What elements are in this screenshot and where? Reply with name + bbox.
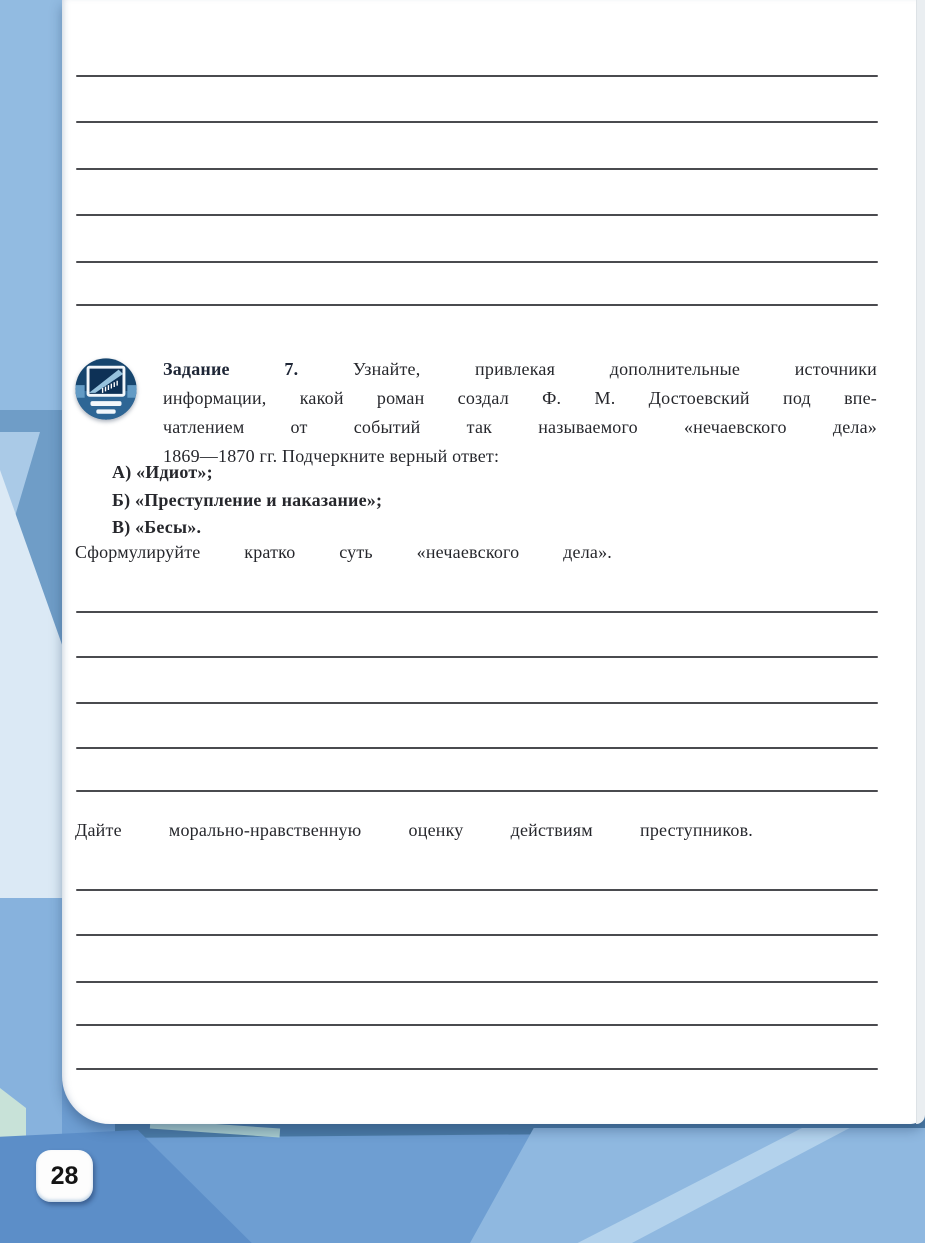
ruled-line [76,611,878,613]
ruled-line [76,214,878,216]
prompt-essence: Сформулируйте кратко суть «нечаевского дела». [75,542,612,562]
task-statement [163,355,877,471]
prompt-moral: Дайте морально-нравственную оценку действиям преступников. [75,820,753,840]
ruled-line [76,121,878,123]
ruled-line [76,261,878,263]
ruled-line [76,934,878,936]
statement-line: Задание 7. Узнайте, привлекая дополнительные источники [163,359,877,379]
computer-monitor-icon [73,356,139,422]
ruled-line [76,1024,878,1026]
answer-option: В) «Бесы». [112,517,202,537]
bg-shape [0,0,62,445]
statement-line: чатлением от событий так называемого «нечаевского дела» [163,417,877,437]
computer-task-icon [73,356,139,422]
ruled-line [76,747,878,749]
task-number: Задание 7. [163,359,299,379]
answer-option: А) «Идиот»; [112,462,213,482]
statement-line: информации, какой роман создал Ф. М. Достоевский под впе- [163,388,877,408]
ruled-line [76,656,878,658]
ruled-line [76,168,878,170]
ruled-line [76,304,878,306]
answer-option: Б) «Преступление и наказание»; [112,489,383,510]
page-number: 28 [50,1161,79,1190]
ruled-line [76,790,878,792]
ruled-line [76,1068,878,1070]
ruled-line [76,75,878,77]
ruled-line [76,889,878,891]
statement-line: 1869—1870 гг. Подчеркните верный ответ: [163,446,500,466]
page-number-badge [36,1150,93,1202]
ruled-line [76,981,878,983]
ruled-line [76,702,878,704]
page-edge [916,0,925,1124]
answer-options [112,459,382,542]
